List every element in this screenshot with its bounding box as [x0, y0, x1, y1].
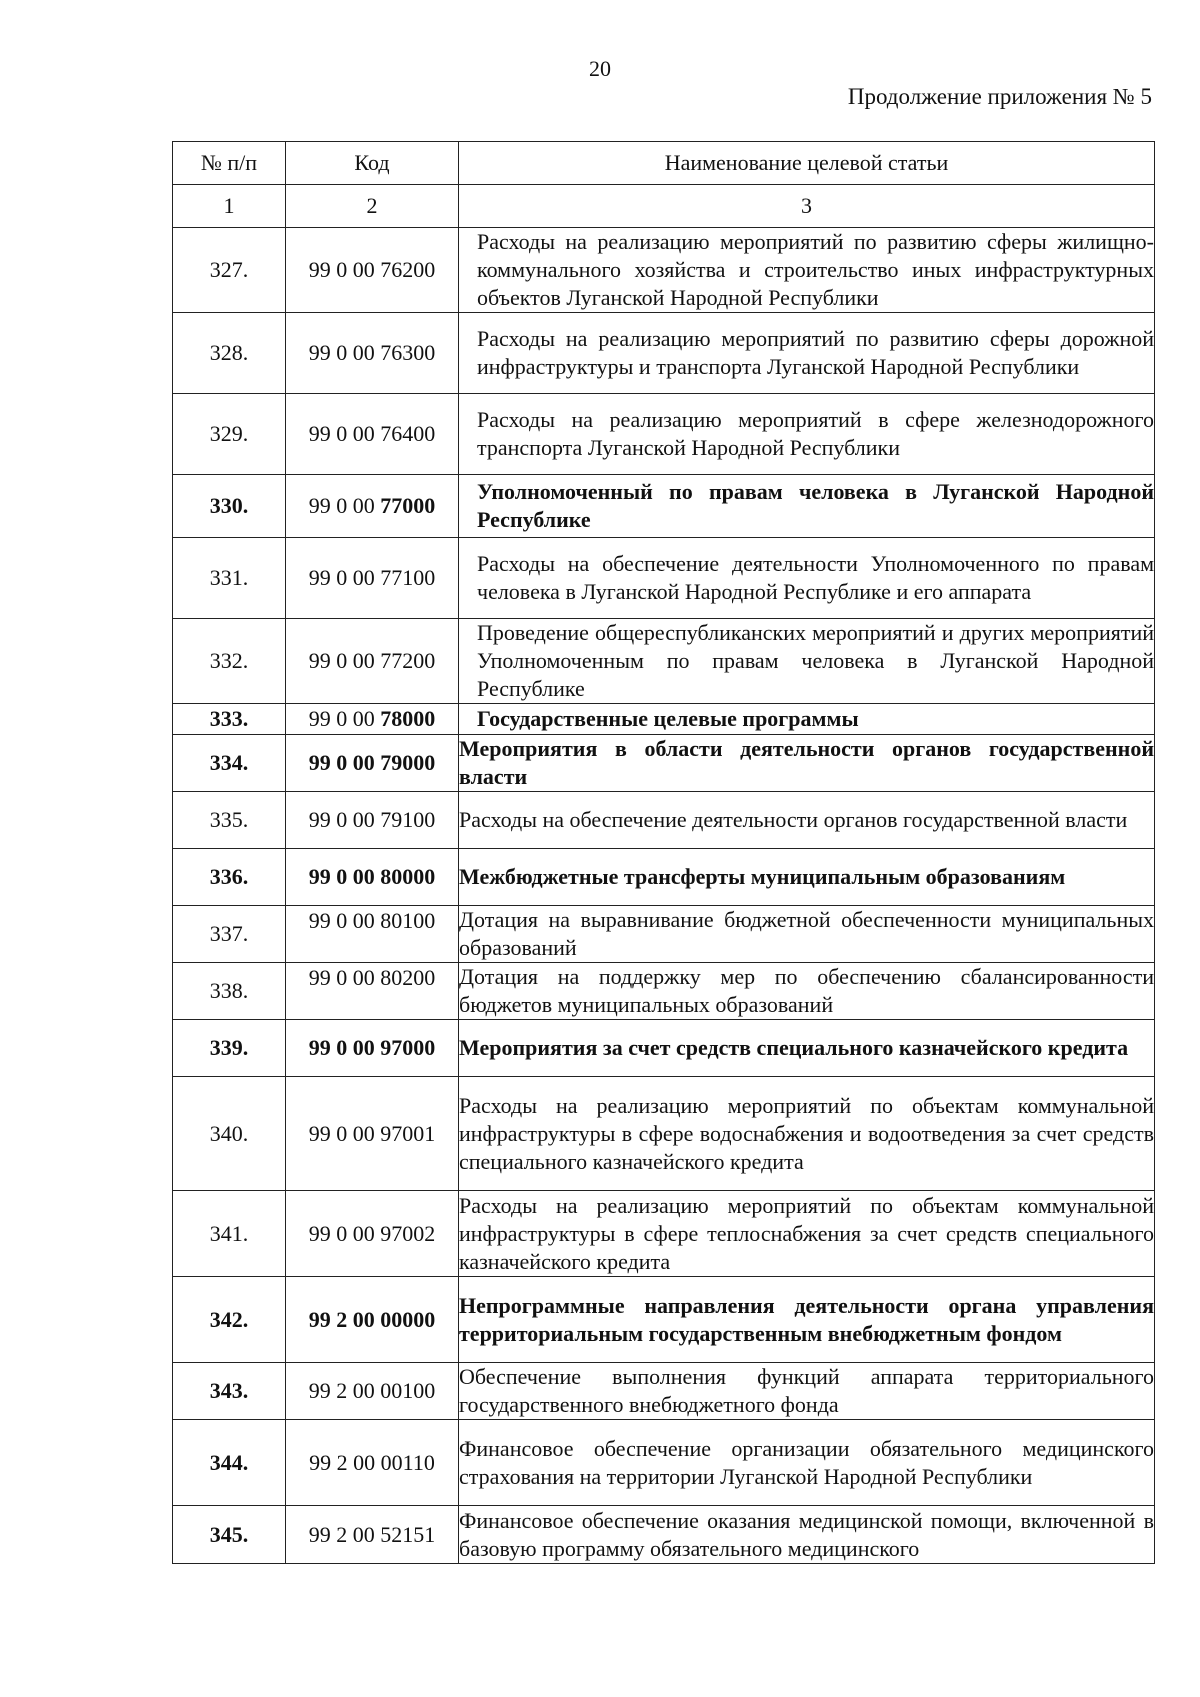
- header-code: Код: [286, 142, 459, 185]
- row-code: [286, 538, 459, 619]
- row-code: [286, 1020, 459, 1077]
- table-row: [173, 538, 1155, 619]
- row-name: Непрограммные направления деятельности органа управления территориальным государственным внебюджетным фондом: [459, 1277, 1155, 1363]
- row-code: [286, 704, 459, 735]
- row-number: 337.: [173, 906, 286, 963]
- code-bold-part: 99 0 00 80000: [308, 864, 436, 889]
- row-name: Расходы на обеспечение деятельности органов государственной власти: [459, 792, 1155, 849]
- row-number: 343.: [173, 1363, 286, 1420]
- row-code: [286, 1363, 459, 1420]
- row-code: [286, 394, 459, 475]
- row-name: Расходы на реализацию мероприятий по развитию сферы дорожной инфраструктуры и транспорта Луганской Народной Республики: [459, 313, 1155, 394]
- table-row: [173, 394, 1155, 475]
- row-number: 330.: [173, 475, 286, 538]
- header-name: Наименование целевой статьи: [459, 142, 1155, 185]
- row-name: Мероприятия за счет средств специального казначейского кредита: [459, 1020, 1155, 1077]
- code-text: 99 0 00 97001: [308, 1120, 436, 1146]
- row-number: 338.: [173, 963, 286, 1020]
- row-number: 329.: [173, 394, 286, 475]
- table-row: [173, 906, 1155, 963]
- table-row: [173, 1363, 1155, 1420]
- row-name: Финансовое обеспечение организации обязательного медицинского страхования на территории Луганской Народной Республики: [459, 1420, 1155, 1506]
- code-text: 99 0 00 97002: [308, 1220, 436, 1246]
- code-bold-part: 99 0 00 79000: [308, 750, 436, 775]
- code-text: 99 0 00 77200: [308, 648, 436, 673]
- table-row: [173, 313, 1155, 394]
- column-number-row: [173, 185, 1155, 228]
- row-code: [286, 228, 459, 313]
- table-row: [173, 704, 1155, 735]
- row-number: 342.: [173, 1277, 286, 1363]
- row-number: 345.: [173, 1506, 286, 1564]
- column-number-1: 1: [173, 185, 286, 228]
- row-code: [286, 1191, 459, 1277]
- table-row: [173, 1191, 1155, 1277]
- row-name: Мероприятия в области деятельности органов государственной власти: [459, 735, 1155, 792]
- row-number: 331.: [173, 538, 286, 619]
- row-number: 336.: [173, 849, 286, 906]
- row-number: 334.: [173, 735, 286, 792]
- column-number-3: 3: [459, 185, 1155, 228]
- code-text: 99 0 00: [308, 706, 381, 731]
- row-code: [286, 735, 459, 792]
- row-code: [286, 313, 459, 394]
- row-name: Дотация на поддержку мер по обеспечению сбалансированности бюджетов муниципальных образований: [459, 963, 1155, 1020]
- code-text: 99 0 00: [308, 493, 381, 518]
- row-number: 341.: [173, 1191, 286, 1277]
- code-text: 99 0 00 80200: [308, 965, 436, 990]
- table-row: [173, 1077, 1155, 1191]
- row-name: Уполномоченный по правам человека в Луганской Народной Республике: [459, 475, 1155, 538]
- row-number: 333.: [173, 704, 286, 735]
- table-row: [173, 1020, 1155, 1077]
- code-text: 99 2 00 00110: [309, 1449, 435, 1475]
- table-row: [173, 1420, 1155, 1506]
- row-number: 328.: [173, 313, 286, 394]
- row-name: Межбюджетные трансферты муниципальным образованиям: [459, 849, 1155, 906]
- row-code: [286, 475, 459, 538]
- row-code: [286, 792, 459, 849]
- code-text: 99 0 00 80100: [308, 908, 436, 933]
- row-name: Обеспечение выполнения функций аппарата территориального государственного внебюджетного фонда: [459, 1363, 1155, 1420]
- table-header-row: [173, 142, 1155, 185]
- row-number: 327.: [173, 228, 286, 313]
- row-name: Проведение общереспубликанских мероприятий и других мероприятий Уполномоченным по правам человека в Луганской Народной Республике: [459, 619, 1155, 704]
- row-code: [286, 1420, 459, 1506]
- row-name: Финансовое обеспечение оказания медицинской помощи, включенной в базовую программу обязательного медицинского: [459, 1506, 1155, 1564]
- table-row: [173, 1506, 1155, 1564]
- code-text: 99 0 00 77100: [308, 565, 436, 590]
- header-number: № п/п: [173, 142, 286, 185]
- row-code: [286, 1277, 459, 1363]
- row-name: Расходы на реализацию мероприятий по объектам коммунальной инфраструктуры в сфере водоснабжения и водоотведения за счет средств специального казначейского кредита: [459, 1077, 1155, 1191]
- page-number: 20: [589, 56, 611, 81]
- code-bold-part: 99 2 00 00000: [308, 1306, 436, 1332]
- table-row: [173, 619, 1155, 704]
- code-text: 99 0 00 79100: [308, 807, 436, 832]
- row-number: 339.: [173, 1020, 286, 1077]
- column-number-2: 2: [286, 185, 459, 228]
- row-number: 332.: [173, 619, 286, 704]
- row-number: 340.: [173, 1077, 286, 1191]
- row-name: Дотация на выравнивание бюджетной обеспеченности муниципальных образований: [459, 906, 1155, 963]
- row-name: Расходы на реализацию мероприятий в сфере железнодорожного транспорта Луганской Народной Республики: [459, 394, 1155, 475]
- code-bold-part: 99 0 00 97000: [308, 1035, 436, 1060]
- table-row: [173, 228, 1155, 313]
- code-text: 99 0 00 76200: [308, 257, 436, 282]
- row-code: [286, 963, 459, 1020]
- code-text: 99 0 00 76300: [308, 340, 436, 365]
- table-row: [173, 735, 1155, 792]
- table-row: [173, 1277, 1155, 1363]
- row-code: [286, 906, 459, 963]
- target-articles-table: [172, 141, 1155, 1564]
- row-code: [286, 849, 459, 906]
- code-text: 99 0 00 76400: [308, 421, 436, 446]
- appendix-continuation-note: Продолжение приложения № 5: [847, 84, 1152, 109]
- row-number: 344.: [173, 1420, 286, 1506]
- code-text: 99 2 00 52151: [308, 1521, 436, 1547]
- table-row: [173, 963, 1155, 1020]
- row-name: Государственные целевые программы: [459, 704, 1155, 735]
- table-row: [173, 475, 1155, 538]
- table-row: [173, 849, 1155, 906]
- code-bold-part: 78000: [380, 706, 436, 731]
- code-text: 99 2 00 00100: [308, 1378, 436, 1403]
- row-name: Расходы на обеспечение деятельности Уполномоченного по правам человека в Луганской Народной Республике и его аппарата: [459, 538, 1155, 619]
- row-code: [286, 1077, 459, 1191]
- table-row: [173, 792, 1155, 849]
- code-bold-part: 77000: [380, 493, 436, 518]
- row-code: [286, 1506, 459, 1564]
- row-name: Расходы на реализацию мероприятий по объектам коммунальной инфраструктуры в сфере теплоснабжения за счет средств специального казначейского кредита: [459, 1191, 1155, 1277]
- row-name: Расходы на реализацию мероприятий по развитию сферы жилищно-коммунального хозяйства и строительство иных инфраструктурных объектов Луганской Народной Республики: [459, 228, 1155, 313]
- row-number: 335.: [173, 792, 286, 849]
- row-code: [286, 619, 459, 704]
